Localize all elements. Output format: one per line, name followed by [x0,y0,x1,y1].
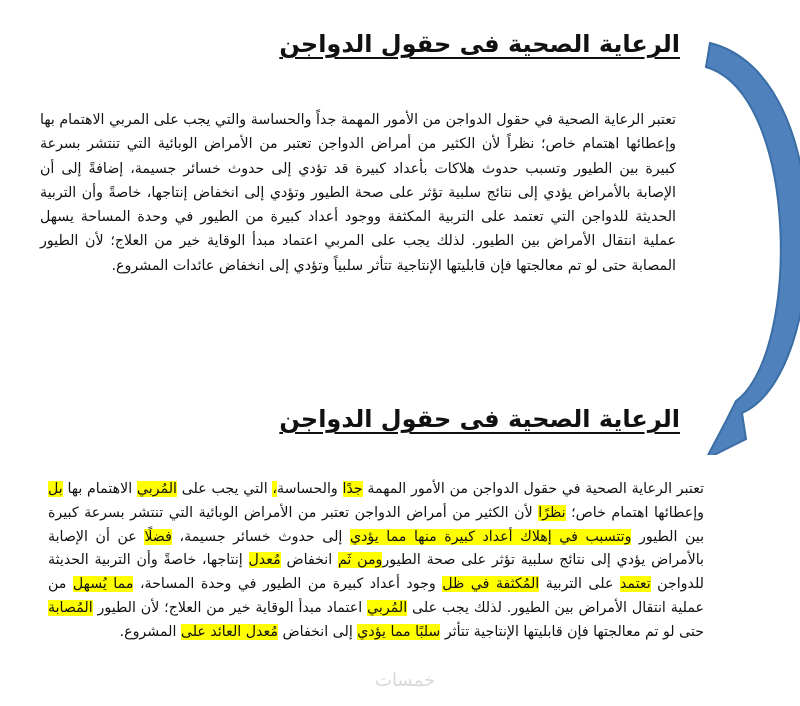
watermark: خمسات [375,670,436,691]
highlighted-edit: جدًا [342,481,363,497]
highlighted-edit: المُربي [367,599,408,616]
text-segment: والحساسة [276,481,343,497]
text-segment: على التربية [539,576,620,593]
highlighted-edit: مُعدل العائد على [180,623,278,640]
text-segment: لأن الكثير من أمراض الدواجن تعتبر من الأمراض الوبائية التي تنتشر بسرعة كبيرة بين الطيور [48,504,705,545]
highlighted-edit: بل [48,481,63,497]
text-segment: التي يجب على [176,481,273,497]
text-segment: وجود أعداد كبيرة من الطيور في وحدة المساحة، [133,576,443,593]
curved-arrow-icon [690,35,800,455]
text-segment: اعتماد مبدأ الوقاية خير من العلاج؛ لأن الطيور [92,599,368,616]
original-paragraph: تعتبر الرعاية الصحية في حقول الدواجن من الأمور المهمة جداً والحساسة والتي يجب على المربي الاهتمام بها وإعطائها اهتمام خاص؛ نظراً لأن الكثير من أمراض الدواجن تعتبر من الأمراض الوبائية التي تنتشر بسرعة كبيرة بين الطيور وتسبب حدوث هلاكات بأعداد كبيرة قد تؤدي إلى حدوث خسائر جسيمة، إضافةً إلى أن الإصابة بالأمراض يؤدي إلى نتائج سلبية تؤثر على صحة الطيور وتؤدي إلى انخفاض إنتاجها، خاصةً وأن التربية الحديثة للدواجن التي تعتمد على التربية المكثفة ووجود أعداد كبيرة من الطيور في وحدة المساحة يسهل عملية انتقال الأمراض بين الطيور. لذلك يجب على المربي اعتماد مبدأ الوقاية خير من العلاج؛ لأن الطيور المصابة حتى لو تم معالجتها فإن قابليتها الإنتاجية تتأثر سلبياً وتؤدي إلى انخفاض عائدات المشروع. [40,112,676,274]
highlighted-edit: وتتسبب في إهلاك أعداد كبيرة منها مما يؤدي [349,528,632,545]
highlighted-edit: المُصابة [48,599,93,616]
highlighted-edit: ومن ثَم [337,552,383,569]
text-segment: عن أن الإصابة بالأمراض يؤدي إلى نتائج سلبية تؤثر على صحة الطيور [48,528,704,569]
text-segment: انخفاض [280,552,338,569]
highlighted-edit: المُربي [136,481,177,497]
edited-title: الرعاية الصحية فى حقول الدواجن [279,405,680,433]
text-segment: وإعطائها اهتمام خاص؛ [565,504,704,521]
highlighted-edit: ، [272,481,277,497]
highlighted-edit: المُكثفة في ظل [442,576,540,593]
text-segment: إلى انخفاض [277,623,358,640]
highlighted-edit: تعتمد [619,576,651,593]
text-segment: تعتبر الرعاية الصحية في حقول الدواجن من الأمور المهمة [362,481,704,497]
highlighted-edit: مُعدل [248,552,281,569]
text-segment: من عملية انتقال الأمراض بين الطيور. لذلك يجب على [48,576,704,616]
text-segment: إنتاجها، خاصةً وأن التربية الحديثة للدواجن [48,552,705,593]
edited-paragraph [48,478,704,645]
highlighted-edit: نظرًا [538,504,566,521]
highlighted-edit: فضلًا [144,528,172,545]
text-segment: إلى حدوث خسائر جسيمة، [171,528,350,545]
highlighted-edit: سلبًا مما يؤدي [357,623,441,640]
text-segment: الاهتمام بها [62,481,137,497]
original-title: الرعاية الصحية فى حقول الدواجن [279,30,680,58]
highlighted-edit: مما يُسهل [72,576,134,593]
text-segment: حتى لو تم معالجتها فإن قابليتها الإنتاجية تتأثر [440,623,704,640]
text-segment: المشروع. [119,623,181,640]
